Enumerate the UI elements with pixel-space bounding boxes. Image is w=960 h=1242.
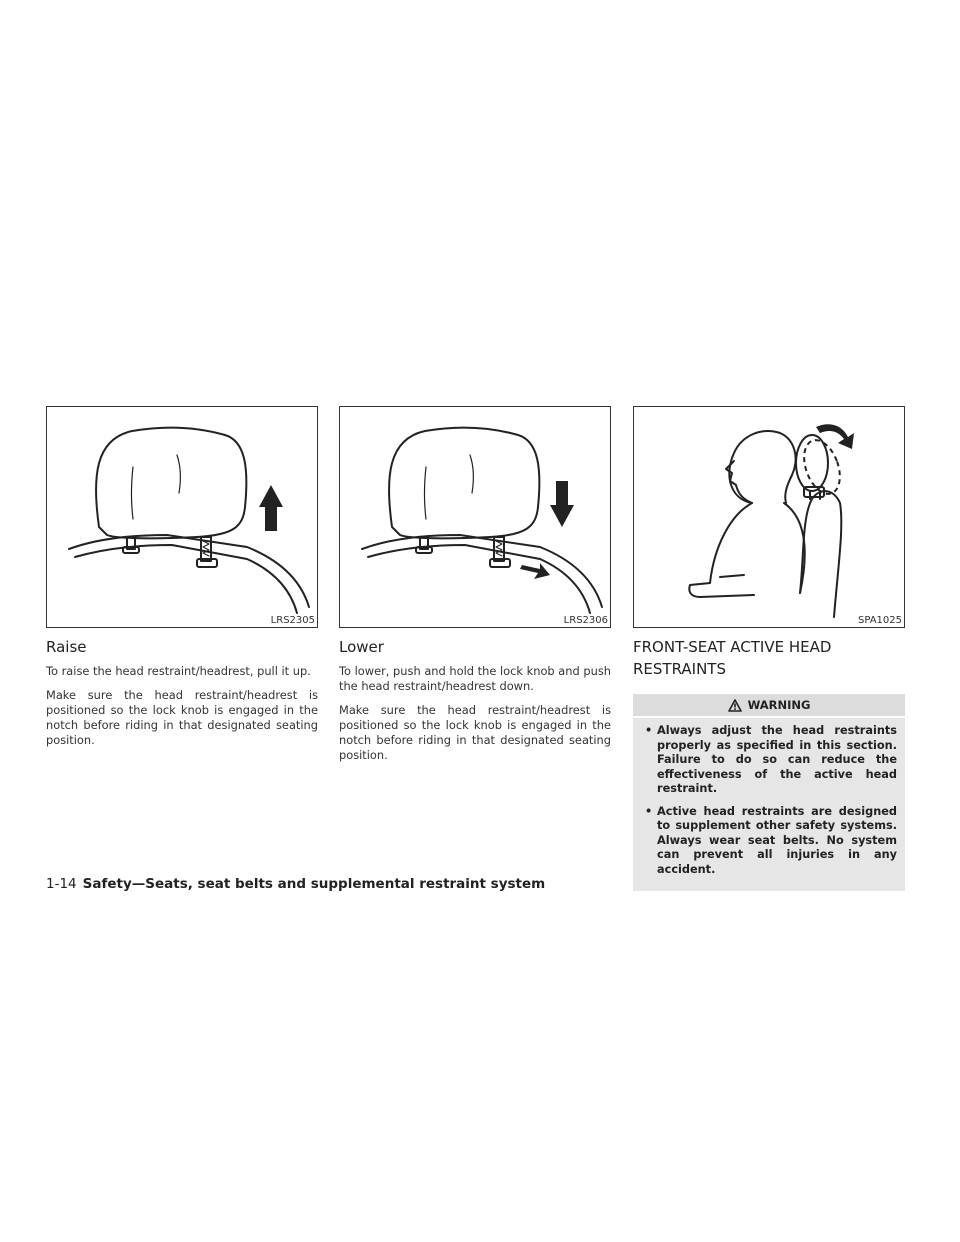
warning-header — [633, 694, 905, 718]
warning-triangle-icon — [728, 699, 742, 712]
page-number: 1-14 — [46, 876, 77, 892]
figure-code: SPA1025 — [857, 615, 902, 626]
figure-code: LRS2305 — [270, 615, 315, 626]
active-head-restraint-illustration — [634, 407, 904, 627]
warning-title: WARNING — [747, 698, 811, 712]
page-footer — [46, 876, 545, 892]
footer-section-title: Safety—Seats, seat belts and supplemental restraint system — [82, 876, 546, 892]
figure-lower — [339, 406, 611, 628]
figure-code: LRS2306 — [563, 615, 608, 626]
warning-box — [633, 694, 905, 891]
column-raise — [46, 406, 318, 757]
lower-paragraph-2: Make sure the head restraint/headrest is positioned so the lock knob is engaged in the notch before riding in that designated seating position. — [339, 703, 611, 762]
lower-paragraph-1: To lower, push and hold the lock knob and push the head restraint/headrest down. — [339, 664, 611, 693]
warning-list — [633, 724, 905, 877]
section-heading-raise: Raise — [46, 638, 87, 656]
warning-item-1: • Always adjust the head restraints properly as specified in this section. Failure to do so can reduce the effectiveness of the active head restraint. — [645, 724, 897, 797]
raise-paragraph-2: Make sure the head restraint/headrest is positioned so the lock knob is engaged in the notch before riding in that designated seating position. — [46, 688, 318, 747]
raise-paragraph-1: To raise the head restraint/headrest, pull it up. — [46, 664, 311, 678]
section-heading-lower: Lower — [339, 638, 384, 656]
warning-item-2: • Active head restraints are designed to supplement other safety systems. Always wear seat belts. No system can prevent all injuries in any accident. — [645, 805, 897, 878]
column-active-head-restraints — [633, 406, 905, 891]
column-lower — [339, 406, 611, 772]
section-heading-active-head-restraints: FRONT-SEAT ACTIVE HEAD RESTRAINTS — [633, 638, 832, 678]
headrest-raise-illustration — [47, 407, 317, 627]
figure-raise — [46, 406, 318, 628]
figure-active-head-restraint — [633, 406, 905, 628]
headrest-lower-illustration — [340, 407, 610, 627]
